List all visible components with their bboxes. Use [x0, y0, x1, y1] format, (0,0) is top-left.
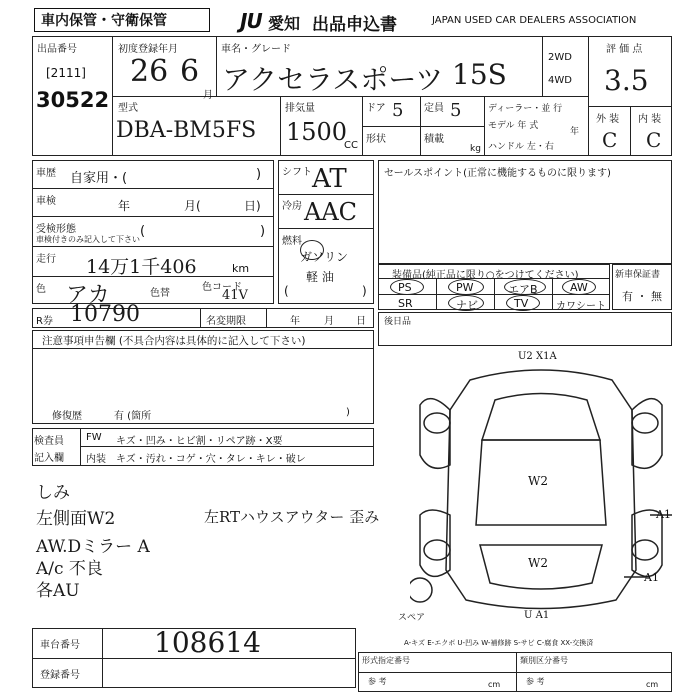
inspector-row1-items: キズ・凹み・ヒビ割・リペア跡・X要: [116, 436, 283, 447]
after-install-box: [378, 312, 672, 346]
remark-line-5: 各AU: [36, 581, 80, 601]
damage-legend: A-キズ E-エクボ U-凹み W-補修跡 S-サビ C-腐食 XX-交換済: [404, 639, 594, 647]
shape-label: 形状: [366, 134, 386, 145]
history-label: 車歴: [36, 168, 56, 179]
door-label: ドア: [366, 103, 386, 114]
equip-pw-circle: [448, 279, 484, 295]
vehicle-name-label: 車名・グレード: [221, 44, 291, 55]
chassis-label: 車台番号: [40, 640, 80, 651]
mileage-unit: km: [232, 262, 250, 275]
lot-sub-code: [2111]: [46, 66, 86, 80]
fuel-close: ): [362, 284, 367, 298]
chassis-number: 108614: [154, 626, 261, 659]
model-code: DBA-BM5FS: [116, 118, 257, 143]
history-value: 自家用・(: [70, 171, 128, 186]
ju-logo: JU: [240, 9, 262, 33]
reg-number-label: 登録番号: [40, 670, 80, 681]
capacity: 5: [450, 100, 462, 121]
vehicle-grade: 15S: [452, 58, 507, 91]
equip-aw-circle: [562, 279, 596, 295]
spare-label: スペア: [398, 613, 426, 623]
cc-unit: CC: [344, 140, 358, 151]
diagram-a1-lower: A1: [644, 571, 659, 584]
inspector-row2-items: キズ・汚れ・コゲ・穴・タレ・キレ・破レ: [116, 454, 306, 465]
brand-name: 愛知: [268, 14, 301, 33]
deadline-day: 日: [356, 316, 366, 327]
equip-sr: SR: [398, 297, 413, 310]
inspector-row2-tag: 内装: [86, 454, 106, 465]
acceptance-note: 車検付きのみ記入して下さい: [36, 235, 140, 244]
remark-line-4: A/c 不良: [36, 559, 103, 579]
form-title: 出品申込書: [312, 15, 397, 35]
color-value: アカ: [66, 283, 110, 308]
displacement: 1500: [286, 118, 348, 146]
model-label: 型式: [118, 103, 138, 114]
inspection-month: 月(: [184, 199, 201, 213]
remark-line-3: AW.Dミラー A: [36, 537, 150, 557]
kg-unit: kg: [470, 144, 481, 154]
equip-ps: PS: [398, 281, 412, 294]
remark-line-1: しみ: [36, 483, 70, 503]
equip-seat: カワシート: [556, 301, 606, 312]
equip-navi-circle: [448, 295, 484, 311]
history-close: ): [256, 167, 262, 182]
door-count: 5: [392, 100, 404, 121]
fuel-selected-circle: [300, 240, 324, 260]
aircon-value: AAC: [304, 198, 358, 226]
inspection-day: 日): [244, 199, 261, 213]
lot-number: 30522: [36, 88, 110, 112]
deadline-year: 年: [290, 316, 300, 327]
rating-score: 3.5: [604, 64, 649, 97]
r-ticket-label: R券: [36, 316, 53, 327]
equip-ps-circle: [390, 279, 424, 295]
vehicle-name: アクセラスポーツ: [222, 63, 444, 96]
mileage-value: 14万1千406: [86, 256, 197, 278]
deadline-label: 名変期限: [206, 316, 246, 327]
inspection-label: 車検: [36, 196, 56, 207]
diagram-top-label: U2 X1A: [518, 351, 557, 362]
model-spec-ref-a: 参 考: [368, 677, 387, 686]
insurance-value: 有 ・ 無: [622, 290, 662, 303]
fuel-label: 燃料: [282, 236, 302, 247]
reg-year: 26: [130, 54, 169, 89]
exterior-grade: C: [602, 128, 618, 152]
insurance-label: 新車保証書: [615, 270, 661, 280]
repair-history-label: 修復歴: [52, 411, 82, 422]
interior-label: 内 装: [638, 114, 662, 125]
remark-line-2: 左側面W2: [36, 509, 116, 529]
handle-label: ハンドル 左・右: [488, 142, 554, 152]
color-label: 色: [36, 284, 46, 295]
deadline-month: 月: [324, 316, 334, 327]
diagram-w2-lower: W2: [528, 556, 548, 570]
year-unit: 年: [570, 127, 580, 137]
repair-history-close: ): [346, 407, 350, 418]
model-spec-ref-b: 参 考: [526, 677, 545, 686]
association-name: JAPAN USED CAR DEALERS ASSOCIATION: [432, 15, 637, 26]
drive-4wd: 4WD: [548, 75, 572, 86]
remark-right-note: 左RTハウスアウター 歪み: [204, 508, 380, 526]
shift-label: シフト: [282, 167, 312, 178]
reg-month: 6: [180, 54, 200, 89]
after-install-label: 後日品: [384, 317, 412, 327]
diagram-w2-upper: W2: [528, 474, 548, 488]
car-damage-diagram: [410, 355, 672, 625]
diagram-a1-upper: A1: [656, 508, 671, 521]
diagram-bottom-label: U A1: [524, 610, 550, 621]
first-reg-label: 初度登録年月: [118, 44, 178, 55]
inspection-year: 年: [118, 199, 131, 213]
fuel-gasoline: ガソリン: [300, 250, 349, 264]
equip-navi: ナビ: [456, 299, 478, 312]
fuel-diesel: 軽 油: [306, 270, 334, 284]
model-spec-cm-a: cm: [488, 680, 501, 689]
reg-month-unit: 月: [203, 90, 213, 101]
color-change-label: 色替: [150, 288, 170, 299]
acceptance-label: 受検形態: [36, 224, 76, 235]
equip-airbag-circle: [504, 279, 546, 295]
r-ticket-value: 10790: [70, 302, 140, 327]
inspector-label: 検査員: [34, 436, 64, 447]
lot-number-label: 出品番号: [37, 44, 77, 55]
model-spec-cm-b: cm: [646, 680, 659, 689]
model-spec-label-a: 形式指定番号: [362, 656, 410, 665]
fuel-open: (: [284, 284, 289, 298]
equip-tv: TV: [514, 297, 529, 310]
equip-aw: AW: [570, 281, 588, 294]
acceptance-close: ): [260, 224, 266, 239]
dealer-label: ディーラー・並 行: [488, 104, 563, 114]
repair-history-value: 有 (箇所: [114, 411, 152, 422]
displacement-label: 排気量: [285, 103, 315, 114]
mileage-label: 走行: [36, 254, 56, 265]
acceptance-open: (: [140, 224, 146, 239]
equip-tv-circle: [506, 295, 540, 311]
inspector-row1-tag: FW: [86, 432, 102, 443]
drive-2wd: 2WD: [548, 52, 572, 63]
aircon-label: 冷房: [282, 201, 302, 212]
color-code-label: 色コード: [202, 282, 242, 293]
notes-label: 注意事項申告欄 (不具合内容は具体的に記入して下さい): [42, 335, 306, 347]
capacity-label: 定員: [424, 103, 444, 114]
load-label: 積載: [424, 134, 444, 145]
rating-label: 評 価 点: [606, 44, 643, 55]
model-spec-label-b: 類別区分番号: [520, 656, 568, 665]
model-year-label: モデル 年 式: [488, 121, 539, 131]
equipment-label: 装備品(純正品に限り○をつけてください): [392, 270, 579, 281]
equip-airbag: エアB: [508, 283, 538, 296]
equip-pw: PW: [456, 281, 474, 294]
storage-label: 車内保管・守衛保管: [34, 8, 210, 32]
inspector-legend-label: 記入欄: [34, 453, 64, 464]
interior-grade: C: [646, 128, 662, 152]
sales-points-label: セールスポイント(正常に機能するものに限ります): [384, 168, 611, 179]
exterior-label: 外 装: [596, 114, 620, 125]
shift-value: AT: [312, 164, 347, 194]
color-code: 41V: [222, 288, 248, 303]
